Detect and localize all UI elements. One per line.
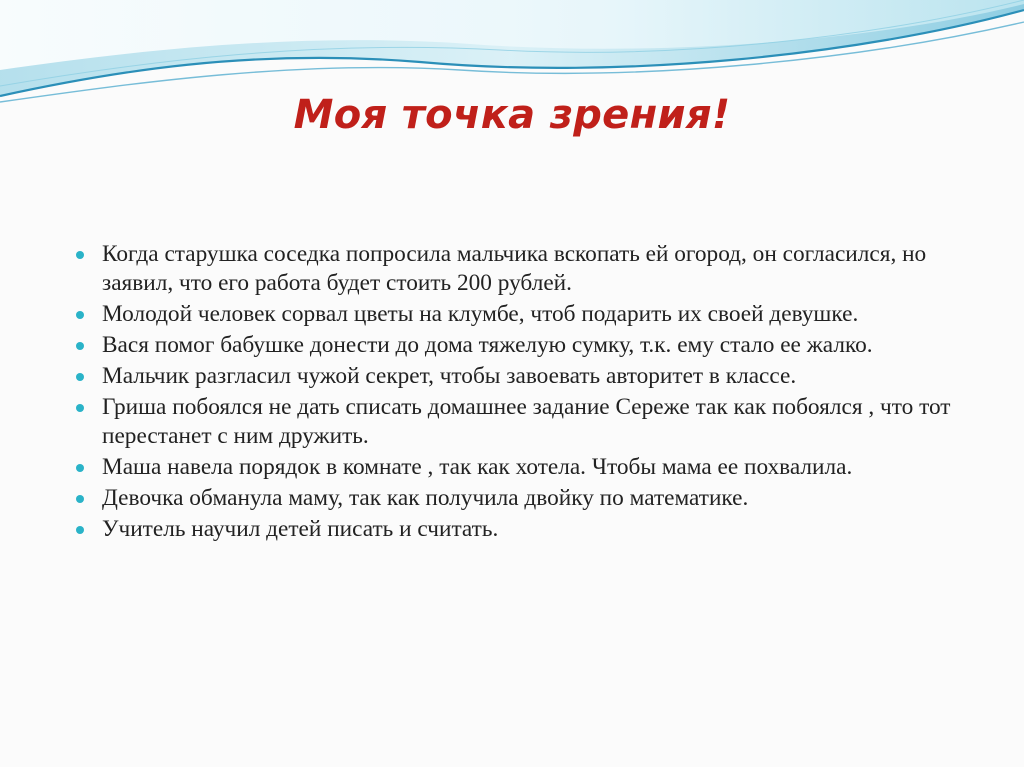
bullet-dot-icon <box>76 464 84 472</box>
list-item-text: Гриша побоялся не дать списать домашнее задание Сереже так как побоялся , что тот перестанет с ним дружить. <box>102 394 951 449</box>
slide-title: Моя точка зрения! <box>293 92 731 138</box>
bullet-dot-icon <box>76 404 84 412</box>
bullet-dot-icon <box>76 373 84 381</box>
list-item <box>76 300 986 329</box>
bullet-dot-icon <box>76 495 84 503</box>
bullet-dot-icon <box>76 251 84 259</box>
list-item <box>76 484 986 513</box>
list-item-text: Маша навела порядок в комнате , так как хотела. Чтобы мама ее похвалила. <box>102 454 853 480</box>
list-item <box>76 453 986 482</box>
list-item-text: Вася помог бабушке донести до дома тяжелую сумку, т.к. ему стало ее жалко. <box>102 332 873 358</box>
list-item-text: Когда старушка соседка попросила мальчика вскопать ей огород, он согласился, но заявил, что его работа будет стоить 200 рублей. <box>102 241 927 296</box>
list-item <box>76 362 986 391</box>
bullet-dot-icon <box>76 342 84 350</box>
bullet-dot-icon <box>76 526 84 534</box>
list-item-text: Девочка обманула маму, так как получила двойку по математике. <box>102 485 749 511</box>
bullet-list <box>76 240 986 546</box>
list-item-text: Мальчик разгласил чужой секрет, чтобы завоевать авторитет в классе. <box>102 363 797 389</box>
list-item <box>76 331 986 360</box>
bullet-dot-icon <box>76 311 84 319</box>
list-item <box>76 393 986 451</box>
list-item <box>76 240 986 298</box>
list-item-text: Учитель научил детей писать и считать. <box>102 516 499 542</box>
list-item <box>76 515 986 544</box>
list-item-text: Молодой человек сорвал цветы на клумбе, чтоб подарить их своей девушке. <box>102 301 859 327</box>
